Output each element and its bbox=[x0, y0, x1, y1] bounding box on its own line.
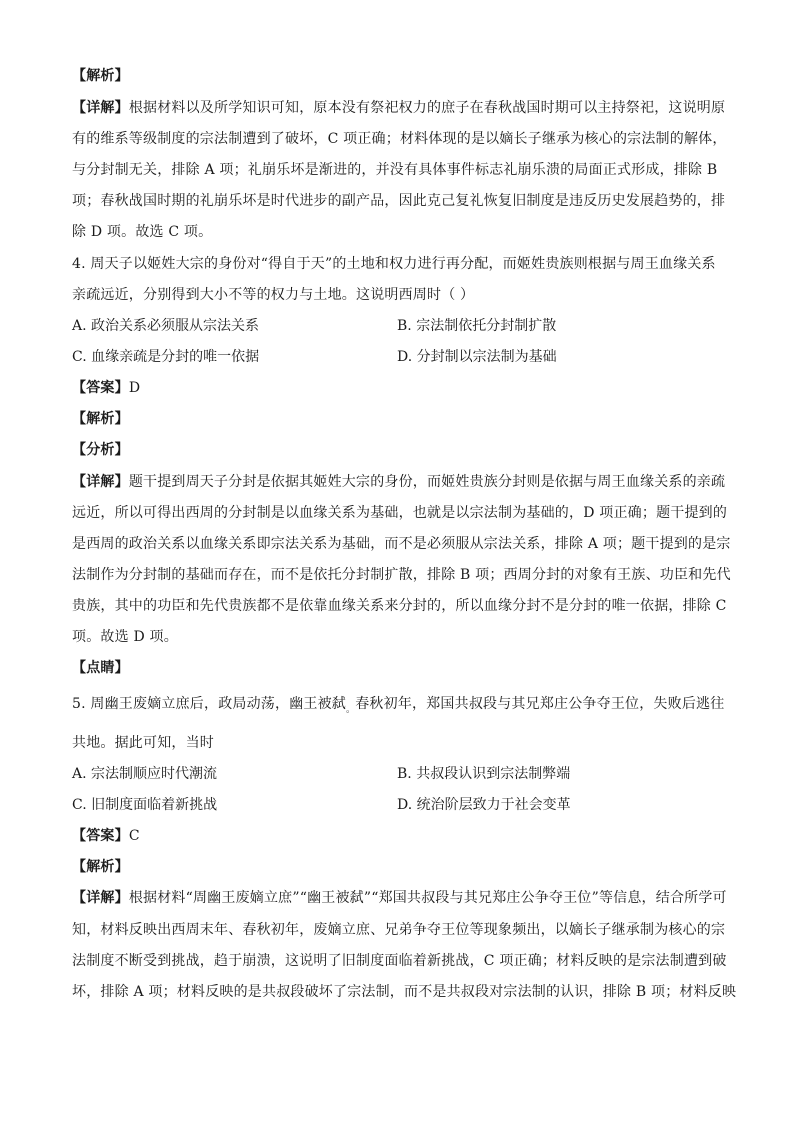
q4-text-6: 项。故选 D 项。 bbox=[72, 629, 178, 645]
q4-xiangjie-line-1 bbox=[72, 472, 726, 492]
q5-option-c: C. 旧制度面临着新挑战 bbox=[72, 797, 218, 813]
q4-text-3: 是西周的政治关系以血缘关系即宗法关系为基础，而不是必须服从宗法关系，排除 A 项；题干提到的是宗 bbox=[72, 536, 731, 552]
q5-text-1: 根据材料“周幽王废嫡立庶”“幽王被弑”“郑国共叔段与其兄郑庄公争夺王位”等信息，结合所学可 bbox=[128, 890, 727, 906]
q4-stem-2: 亲疏远近，分别得到大小不等的权力与土地。这说明西周时（ ） bbox=[72, 287, 475, 303]
q4-fenxi-label: 【分析】 bbox=[72, 442, 129, 458]
q3-text-5: 除 D 项。故选 C 项。 bbox=[72, 224, 213, 240]
q3-xiangjie-line-1 bbox=[72, 98, 726, 118]
q5-stem-1a: 5. 周幽王废嫡立庶后，政局动荡，幽王被弑 bbox=[72, 696, 347, 712]
q5-option-d: D. 统治阶层致力于社会变革 bbox=[397, 797, 571, 813]
q5-option-a: A. 宗法制顺应时代潮流 bbox=[72, 766, 218, 782]
q3-text-1: 根据材料以及所学知识可知，原本没有祭祀权力的庶子在春秋战国时期可以主持祭祀，这说明原 bbox=[128, 100, 726, 116]
q4-text-2: 远近，所以可得出西周的分封制是以血缘关系为基础，也就是以宗法制为基础的，D 项正确；题干提到的 bbox=[72, 505, 728, 521]
q5-text-4: 坏，排除 A 项；材料反映的是共叔段破坏了宗法制，而不是共叔段对宗法制的认识，排除 B 项；材料反映 bbox=[72, 984, 737, 1000]
q5-stem-2: 共地。据此可知，当时 bbox=[72, 735, 214, 751]
q3-text-4: 项；春秋战国时期的礼崩乐坏是时代进步的副产品，因此克己复礼恢复旧制度是违反历史发展趋势的，排 bbox=[72, 193, 726, 209]
q5-stem-marker: 。 bbox=[346, 705, 356, 715]
q4-jiexi-label: 【解析】 bbox=[72, 411, 129, 427]
q5-text-2: 知，材料反映出西周末年、春秋初年，废嫡立庶、兄弟争夺王位等现象频出，以嫡长子继承制为核心的宗 bbox=[72, 922, 726, 938]
q5-stem-1 bbox=[72, 694, 725, 720]
q3-text-3: 与分封制无关，排除 A 项；礼崩乐坏是渐进的，并没有具体事件标志礼崩乐溃的局面正式形成，排除 B bbox=[72, 162, 718, 178]
q4-text-1: 题干提到周天子分封是依据其姬姓大宗的身份，而姬姓贵族分封则是依据与周王血缘关系的亲疏 bbox=[128, 474, 726, 490]
q5-answer bbox=[72, 826, 722, 846]
q3-text-2: 有的维系等级制度的宗法制遭到了破坏，C 项正确；材料体现的是以嫡长子继承为核心的宗法制的解体， bbox=[72, 131, 727, 147]
q4-option-d: D. 分封制以宗法制为基础 bbox=[397, 349, 557, 365]
q5-option-b: B. 共叔段认识到宗法制弊端 bbox=[397, 766, 571, 782]
q4-text-4: 法制作为分封制的基础而存在，而不是依托分封制扩散，排除 B 项；西周分封的对象有王族、功臣和先代 bbox=[72, 567, 731, 583]
q5-xiangjie-label: 【详解】 bbox=[72, 890, 129, 906]
q5-text-3: 法制度不断受到挑战，趋于崩溃，这说明了旧制度面临着新挑战，C 项正确；材料反映的是宗法制遭到破 bbox=[72, 953, 727, 969]
q4-option-b: B. 宗法制依托分封制扩散 bbox=[397, 318, 557, 334]
q4-dianjing-label: 【点睛】 bbox=[72, 660, 129, 676]
q5-stem-1b: 春秋初年，郑国共叔段与其兄郑庄公争夺王位，失败后逃往 bbox=[355, 696, 725, 712]
q5-answer-value: C bbox=[128, 828, 140, 844]
q4-answer bbox=[72, 378, 722, 398]
q5-jiexi-label: 【解析】 bbox=[72, 859, 129, 875]
q4-option-c: C. 血缘亲疏是分封的唯一依据 bbox=[72, 349, 260, 365]
q4-answer-value: D bbox=[128, 380, 141, 396]
q5-answer-label: 【答案】 bbox=[72, 828, 129, 844]
q4-xiangjie-label: 【详解】 bbox=[72, 474, 129, 490]
q4-option-a: A. 政治关系必须服从宗法关系 bbox=[72, 318, 260, 334]
q3-jiexi-label: 【解析】 bbox=[72, 68, 129, 84]
q4-stem-1: 4. 周天子以姬姓大宗的身份对“得自于天”的土地和权力进行再分配，而姬姓贵族则根据与周王血缘关系 bbox=[72, 256, 716, 272]
q5-xiangjie-line-1 bbox=[72, 888, 727, 908]
q3-xiangjie-label: 【详解】 bbox=[72, 100, 129, 116]
q4-answer-label: 【答案】 bbox=[72, 380, 129, 396]
q4-text-5: 贵族，其中的功臣和先代贵族都不是依靠血缘关系来分封的，所以血缘分封不是分封的唯一依据，排除 C bbox=[72, 598, 727, 614]
